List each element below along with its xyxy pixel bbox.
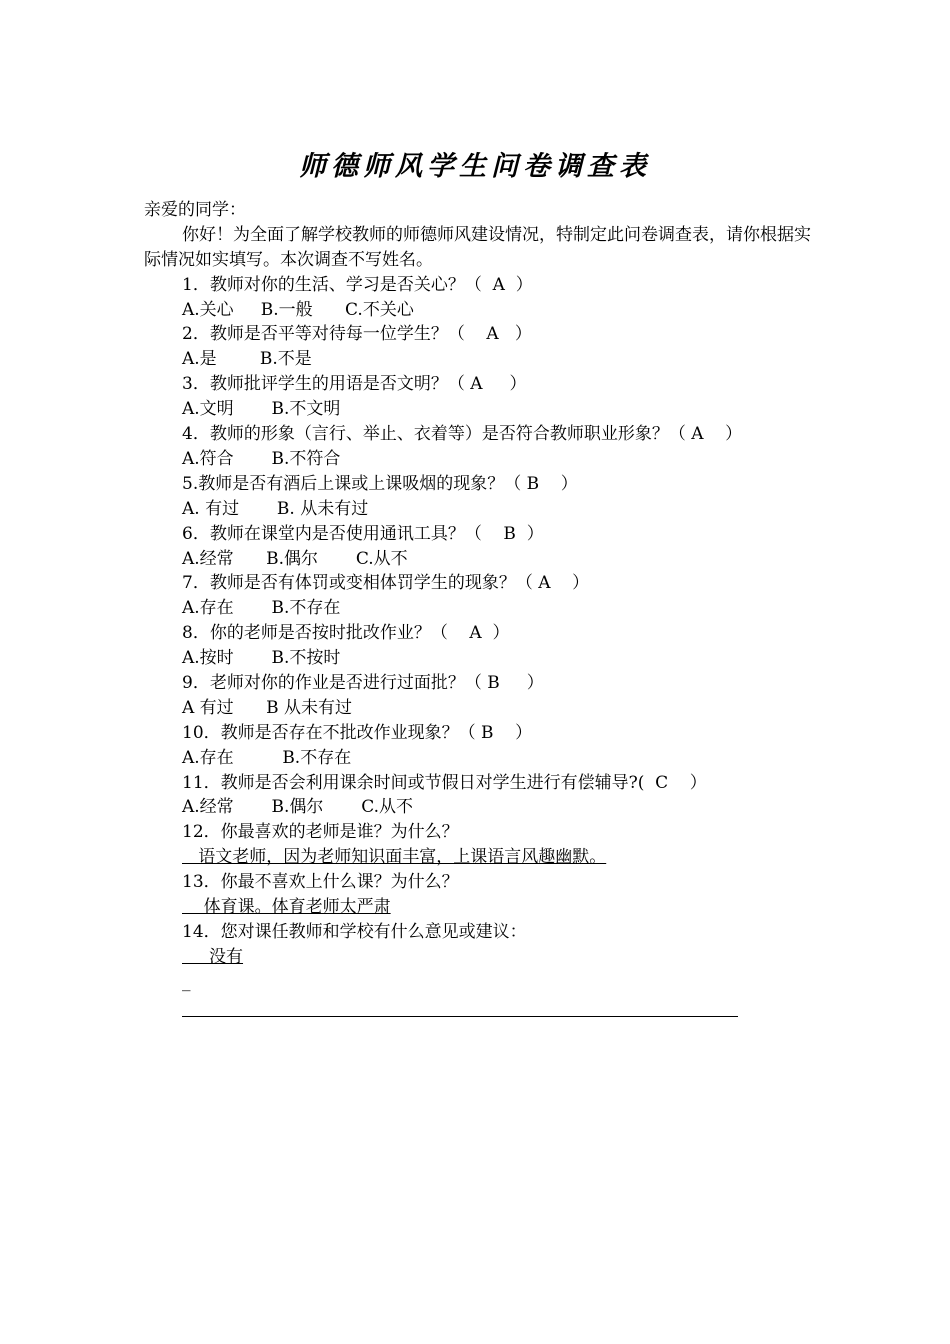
- answer-13-text: 体育课。体育老师太严肃: [182, 896, 391, 917]
- question-7: 7．教师是否有体罚或变相体罚学生的现象？（ A ）: [182, 573, 590, 594]
- answer-14-text: 没有: [182, 946, 244, 967]
- options-7: A.存在 B.不存在: [182, 598, 341, 619]
- question-10: 10．教师是否存在不批改作业现象？（ B ）: [182, 722, 533, 743]
- options-4: A.符合 B.不符合: [182, 448, 341, 469]
- question-8: 8．你的老师是否按时批改作业？（ A ）: [182, 623, 510, 644]
- options-8: A.按时 B.不按时: [182, 648, 341, 669]
- question-list: [144, 273, 814, 821]
- question-13: 13．你最不喜欢上什么课？为什么？: [182, 872, 459, 893]
- question-11: 11．教师是否会利用课余时间或节假日对学生进行有偿辅导?( C ）: [182, 772, 707, 793]
- question-2: 2．教师是否平等对待每一位学生？（ A ）: [182, 324, 532, 345]
- greeting: 亲爱的同学：: [144, 200, 246, 220]
- options-10: A.存在 B.不存在: [182, 747, 352, 768]
- blank-answer-line: [182, 1016, 738, 1017]
- survey-body: [144, 198, 814, 995]
- options-6: A.经常 B.偶尔 C.从不: [182, 548, 408, 569]
- question-3: 3．教师批评学生的用语是否文明？（ A ）: [182, 374, 527, 395]
- options-9: A 有过 B 从未有过: [182, 697, 352, 718]
- question-1: 1．教师对你的生活、学习是否关心？（ A ）: [182, 274, 533, 295]
- blank-dash: _: [182, 971, 191, 992]
- answer-14: [144, 945, 814, 970]
- answer-12: [144, 845, 814, 870]
- question-14: 14．您对课任教师和学校有什么意见或建议：: [182, 921, 527, 942]
- options-11: A.经常 B.偶尔 C.从不: [182, 797, 414, 818]
- options-1: A.关心 B.一般 C.不关心: [182, 299, 414, 320]
- question-9: 9．老师对你的作业是否进行过面批？（ B ）: [182, 672, 544, 693]
- answer-12-text: 语文老师，因为老师知识面丰富，上课语言风趣幽默。: [182, 847, 607, 868]
- intro-paragraph: 你好！为全面了解学校教师的师德师风建设情况，特制定此问卷调查表，请你根据实际情况如实填写。本次调查不写姓名。: [144, 224, 811, 270]
- open-question-list: [144, 820, 814, 994]
- options-5: A. 有过 B. 从未有过: [182, 498, 369, 519]
- options-2: A.是 B.不是: [182, 349, 312, 370]
- question-5: 5.教师是否有酒后上课或上课吸烟的现象？（ B ）: [182, 473, 578, 494]
- question-6: 6．教师在课堂内是否使用通讯工具？（ B ）: [182, 523, 544, 544]
- question-4: 4．教师的形象（言行、举止、衣着等）是否符合教师职业形象？（ A ）: [182, 424, 743, 445]
- page-title: 师德师风学生问卷调查表: [299, 151, 651, 182]
- question-12: 12．你最喜欢的老师是谁？为什么？: [182, 822, 459, 843]
- answer-13: [144, 895, 814, 920]
- options-3: A.文明 B.不文明: [182, 399, 341, 420]
